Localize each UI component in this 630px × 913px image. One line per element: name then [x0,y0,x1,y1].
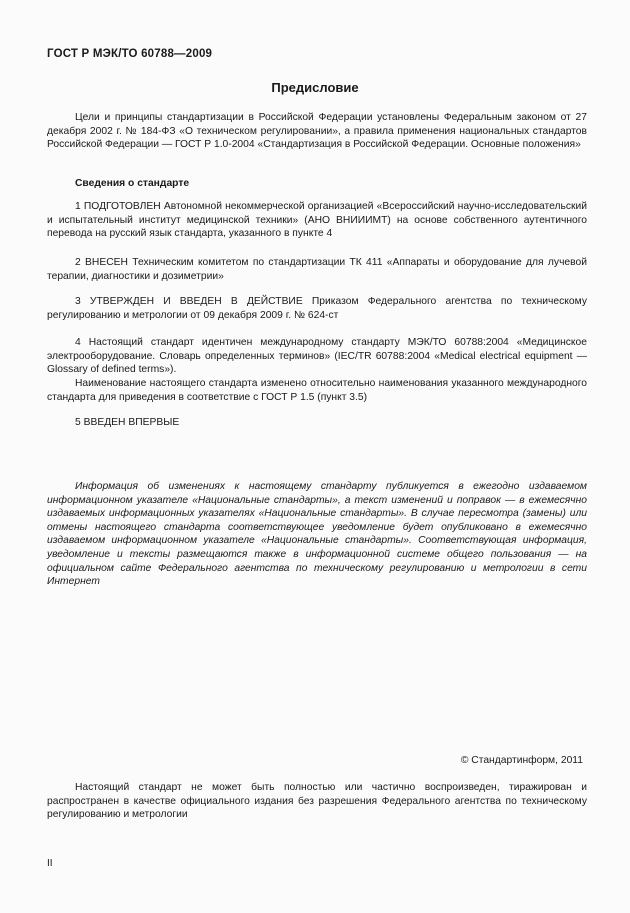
page-number: II [47,858,53,869]
intro-paragraph: Цели и принципы стандартизации в Российской Федерации установлены Федеральным законом от 27 декабря 2002 г. № 184-ФЗ «О техническом регулировании», а правила применения национальных стандартов Российской Федерации — ГОСТ Р 1.0-2004 «Стандартизация в Российской Федерации. Основные положения» [47,112,587,151]
standard-info-heading: Сведения о стандарте [75,178,190,189]
item-4-paragraph: 4 Настоящий стандарт идентичен международному стандарту МЭК/ТО 60788:2004 «Медицинское электрооборудование. Словарь определенных терминов» (IEC/TR 60788:2004 «Medical electrical equipment — Glossary of defined terms»). [47,337,587,376]
item-3-paragraph: 3 УТВЕРЖДЕН И ВВЕДЕН В ДЕЙСТВИЕ Приказом Федерального агентства по техническому регулированию и метрологии от 09 декабря 2009 г. № 624-ст [47,296,587,321]
item-5-paragraph: 5 ВВЕДЕН ВПЕРВЫЕ [75,417,180,428]
changes-info-paragraph: Информация об изменениях к настоящему стандарту публикуется в ежегодно издаваемом информационном указателе «Национальные стандарты», а текст изменений и поправок — в ежемесячно издаваемых информационных указателях «Национальные стандарты». В случае пересмотра (замены) или отмены настоящего стандарта соответствующее уведомление будет опубликовано в ежемесячно издаваемом информационном указателе «Национальные стандарты». Соответствующая информация, уведомление и тексты размещаются также в информационной системе общего пользования — на официальном сайте Федерального агентства по техническому регулированию и метрологии в сети Интернет [47,481,587,588]
item-1-paragraph: 1 ПОДГОТОВЛЕН Автономной некоммерческой организацией «Всероссийский научно-исследовательский и испытательный институт медицинской техники» (АНО ВНИИИМТ) на основе собственного аутентичного перевода на русский язык стандарта, указанного в пункте 4 [47,201,587,240]
document-header: ГОСТ Р МЭК/ТО 60788—2009 [47,48,213,60]
reproduction-notice-paragraph: Настоящий стандарт не может быть полностью или частично воспроизведен, тиражирован и распространен в качестве официального издания без разрешения Федерального агентства по техническому регулированию и метрологии [47,782,587,821]
item-4-note-paragraph: Наименование настоящего стандарта изменено относительно наименования указанного международного стандарта для приведения в соответствие с ГОСТ Р 1.5 (пункт 3.5) [47,378,587,403]
page-title: Предисловие [271,80,359,95]
copyright-line: © Стандартинформ, 2011 [460,755,583,766]
item-2-paragraph: 2 ВНЕСЕН Техническим комитетом по стандартизации ТК 411 «Аппараты и оборудование для лучевой терапии, диагностики и дозиметрии» [47,257,587,282]
